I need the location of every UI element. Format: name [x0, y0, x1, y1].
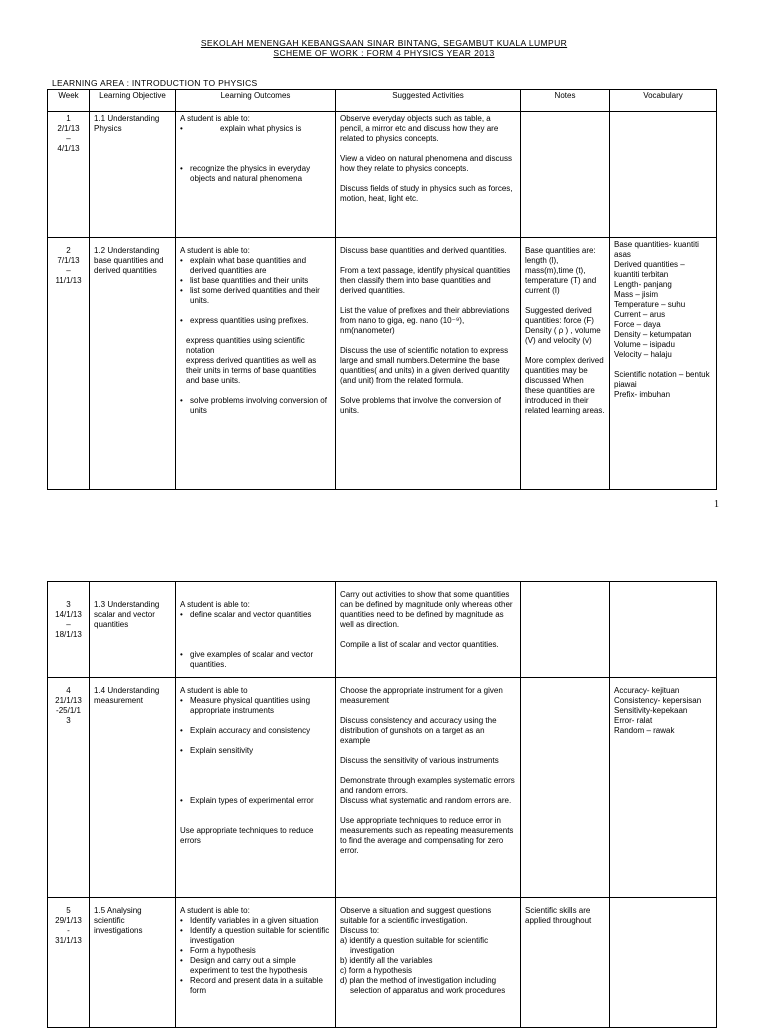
activities-cell: Choose the appropriate instrument for a given measurement Discuss consistency and accuracy using the distribution of gunshots on a target as an example Discuss the sensitivity of various instruments Demonstrate through examples systematic errors and random errors. Discuss what systematic and random errors are. Use appropriate techniques to reduce error in measurements such as repeating measurements to find the average and compensating for zero error. — [336, 678, 521, 898]
page-number: 1 — [714, 499, 719, 510]
column-header-week: Week — [48, 90, 90, 112]
table-row — [48, 582, 717, 678]
school-header: SEKOLAH MENENGAH KEBANGSAAN SINAR BINTANG, SEGAMBUT KUALA LUMPUR — [200, 38, 568, 48]
outcomes-cell: A student is able to: • define scalar and vector quantities • give examples of scalar and vector quantities. — [176, 582, 336, 678]
table-row — [48, 678, 717, 898]
outcomes-cell: A student is able to: • explain what physics is • recognize the physics in everyday objects and natural phenomena — [176, 112, 336, 238]
table-row — [48, 898, 717, 1028]
activities-cell: Discuss base quantities and derived quantities. From a text passage, identify physical quantities then classify them into base quantities and derived quantities. List the value of prefixes and their abbreviations from nano to giga, eg. nano (10⁻⁹), nm(nanometer) Discuss the use of scientific notation to express large and small numbers.Determine the base quantities( and units) in a given derived quantity (and unit) from the related formula. Solve problems that involve the conversion of units. — [336, 238, 521, 490]
vocabulary-cell: Accuracy- kejituan Consistency- kepersisan Sensitivity-kepekaan Error- ralat Random – rawak — [610, 678, 717, 898]
notes-cell — [521, 678, 610, 898]
column-header-outcomes: Learning Outcomes — [176, 90, 336, 112]
column-header-activities: Suggested Activities — [336, 90, 521, 112]
column-header-objective: Learning Objective — [90, 90, 176, 112]
table-row — [48, 112, 717, 238]
activities-cell: Carry out activities to show that some quantities can be defined by magnitude only whereas other quantities need to be defined by magnitude as well as direction. Compile a list of scalar and vector quantities. — [336, 582, 521, 678]
table-header-row — [48, 90, 717, 112]
week-cell: 3 14/1/13 – 18/1/13 — [48, 582, 90, 678]
week-cell: 5 29/1/13 - 31/1/13 — [48, 898, 90, 1028]
vocabulary-cell: Base quantities- kuantiti asas Derived quantities – kuantiti terbitan Length- panjang Mass – jisim Temperature – suhu Current – arus Force – daya Density – ketumpatan Volume – isipadu Velocity – halaju Scientific notation – bentuk piawai Prefix- imbuhan — [610, 238, 717, 490]
objective-cell: 1.5 Analysing scientific investigations — [90, 898, 176, 1028]
vocabulary-cell — [610, 582, 717, 678]
activities-cell: Observe everyday objects such as table, a pencil, a mirror etc and discuss how they are related to physics concepts. View a video on natural phenomena and discuss how they relate to physics concepts. Discuss fields of study in physics such as forces, motion, heat, light etc. — [336, 112, 521, 238]
week-cell: 1 2/1/13 – 4/1/13 — [48, 112, 90, 238]
table-row — [48, 238, 717, 490]
objective-cell: 1.4 Understanding measurement — [90, 678, 176, 898]
objective-cell: 1.3 Understanding scalar and vector quantities — [90, 582, 176, 678]
activities-cell: Observe a situation and suggest questions suitable for a scientific investigation. Discuss to: a) identify a question suitable for scientific investigation b) identify all the variables c) form a hypothesis d) plan the method of investigation including selection of apparatus and work procedures — [336, 898, 521, 1028]
scheme-table-page-1 — [47, 89, 717, 490]
notes-cell: Scientific skills are applied throughout — [521, 898, 610, 1028]
column-header-vocabulary: Vocabulary — [610, 90, 717, 112]
vocabulary-cell — [610, 112, 717, 238]
column-header-notes: Notes — [521, 90, 610, 112]
outcomes-cell: A student is able to: • explain what base quantities and derived quantities are • list base quantities and their units • list some derived quantities and their units. • express quantities using prefixes. express quantities using scientific notation express derived quantities as well as their units in terms of base quantities and base units. • solve problems involving conversion of units — [176, 238, 336, 490]
notes-cell — [521, 582, 610, 678]
week-cell: 2 7/1/13 – 11/1/13 — [48, 238, 90, 490]
week-cell: 4 21/1/13 -25/1/1 3 — [48, 678, 90, 898]
scheme-title: SCHEME OF WORK : FORM 4 PHYSICS YEAR 2013 — [273, 48, 495, 58]
notes-cell: Base quantities are: length (l), mass(m),time (t), temperature (T) and current (I) Suggested derived quantities: force (F) Density ( ρ ) , volume (V) and velocity (v) More complex derived quantities may be discussed When these quantities are introduced in their related learning areas. — [521, 238, 610, 490]
outcomes-cell: A student is able to: • Identify variables in a given situation • Identify a question suitable for scientific investigation • Form a hypothesis • Design and carry out a simple experiment to test the hypothesis • Record and present data in a suitable form — [176, 898, 336, 1028]
objective-cell: 1.2 Understanding base quantities and derived quantities — [90, 238, 176, 490]
outcomes-cell: A student is able to • Measure physical quantities using appropriate instruments • Explain accuracy and consistency • Explain sensitivity • Explain types of experimental error Use appropriate techniques to reduce errors — [176, 678, 336, 898]
notes-cell — [521, 112, 610, 238]
learning-area-title: LEARNING AREA : INTRODUCTION TO PHYSICS — [52, 78, 258, 88]
vocabulary-cell — [610, 898, 717, 1028]
scheme-table-page-2 — [47, 581, 717, 1028]
objective-cell: 1.1 Understanding Physics — [90, 112, 176, 238]
